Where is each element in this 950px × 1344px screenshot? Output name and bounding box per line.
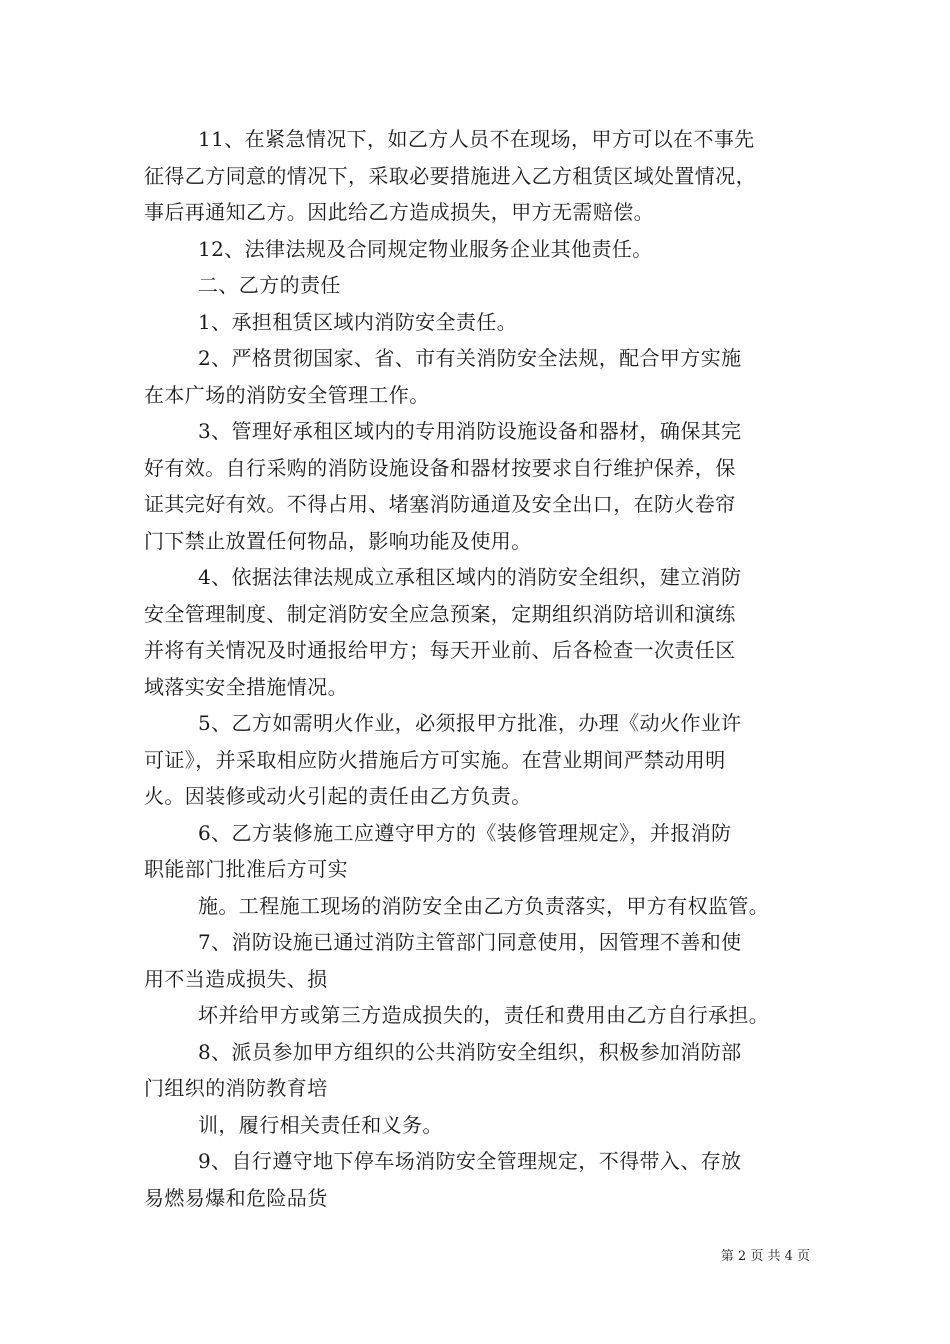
text-line: 职能部门批准后方可实 — [144, 857, 348, 881]
text-line: 3、管理好承租区域内的专用消防设施设备和器材，确保其完 — [198, 419, 742, 443]
text-line: 安全管理制度、制定消防安全应急预案，定期组织消防培训和演练 — [144, 601, 736, 626]
text-line: 11、在紧急情况下，如乙方人员不在现场，甲方可以在不事先 — [198, 127, 755, 151]
text-line: 易燃易爆和危险品货 — [144, 1185, 328, 1210]
text-line: 12、法律法规及合同规定物业服务企业其他责任。 — [198, 236, 653, 261]
text-line: 1、承担租赁区域内消防安全责任。 — [198, 309, 518, 334]
text-line: 6、乙方装修施工应遵守甲方的《装修管理规定》，并报消防 — [198, 820, 732, 845]
text-line: 征得乙方同意的情况下，采取必要措施进入乙方租赁区域处置情况， — [144, 163, 756, 188]
text-line: 门组织的消防教育培 — [144, 1076, 328, 1100]
text-line: 火。因装修或动火引起的责任由乙方负责。 — [144, 784, 532, 808]
text-line: 事后再通知乙方。因此给乙方造成损失，甲方无需赔偿。 — [144, 200, 654, 224]
text-line: 8、派员参加甲方组织的公共消防安全组织，积极参加消防部 — [198, 1039, 742, 1064]
text-line: 2、严格贯彻国家、省、市有关消防安全法规，配合甲方实施 — [198, 346, 742, 370]
text-line: 9、自行遵守地下停车场消防安全管理规定，不得带入、存放 — [198, 1149, 742, 1173]
text-line: 7、消防设施已通过消防主管部门同意使用，因管理不善和使 — [198, 930, 742, 954]
text-line: 坏并给甲方或第三方造成损失的，责任和费用由乙方自行承担。 — [198, 1003, 770, 1027]
text-line: 5、乙方如需明火作业，必须报甲方批准，办理《动火作业许 — [198, 711, 742, 735]
text-line: 域落实安全措施情况。 — [144, 674, 348, 699]
text-line: 门下禁止放置任何物品，影响功能及使用。 — [144, 528, 532, 553]
text-line: 二、乙方的责任 — [198, 273, 341, 297]
text-line: 证其完好有效。不得占用、堵塞消防通道及安全出口，在防火卷帘 — [144, 492, 736, 516]
text-line: 在本广场的消防安全管理工作。 — [144, 382, 430, 407]
text-line: 施。工程施工现场的消防安全由乙方负责落实，甲方有权监管。 — [198, 893, 770, 918]
text-line: 可证》，并采取相应防火措施后方可实施。在营业期间严禁动用明 — [144, 747, 726, 772]
text-line: 用不当造成损失、损 — [144, 966, 328, 991]
text-line: 好有效。自行采购的消防设施设备和器材按要求自行维护保养，保 — [144, 455, 736, 480]
text-line: 4、依据法律法规成立承租区域内的消防安全组织，建立消防 — [198, 565, 742, 589]
page-number: 第 2 页 共 4 页 — [720, 1249, 810, 1264]
text-line: 并将有关情况及时通报给甲方；每天开业前、后各检查一次责任区 — [144, 638, 736, 662]
document-body — [144, 121, 814, 1216]
text-line: 训，履行相关责任和义务。 — [198, 1112, 443, 1137]
